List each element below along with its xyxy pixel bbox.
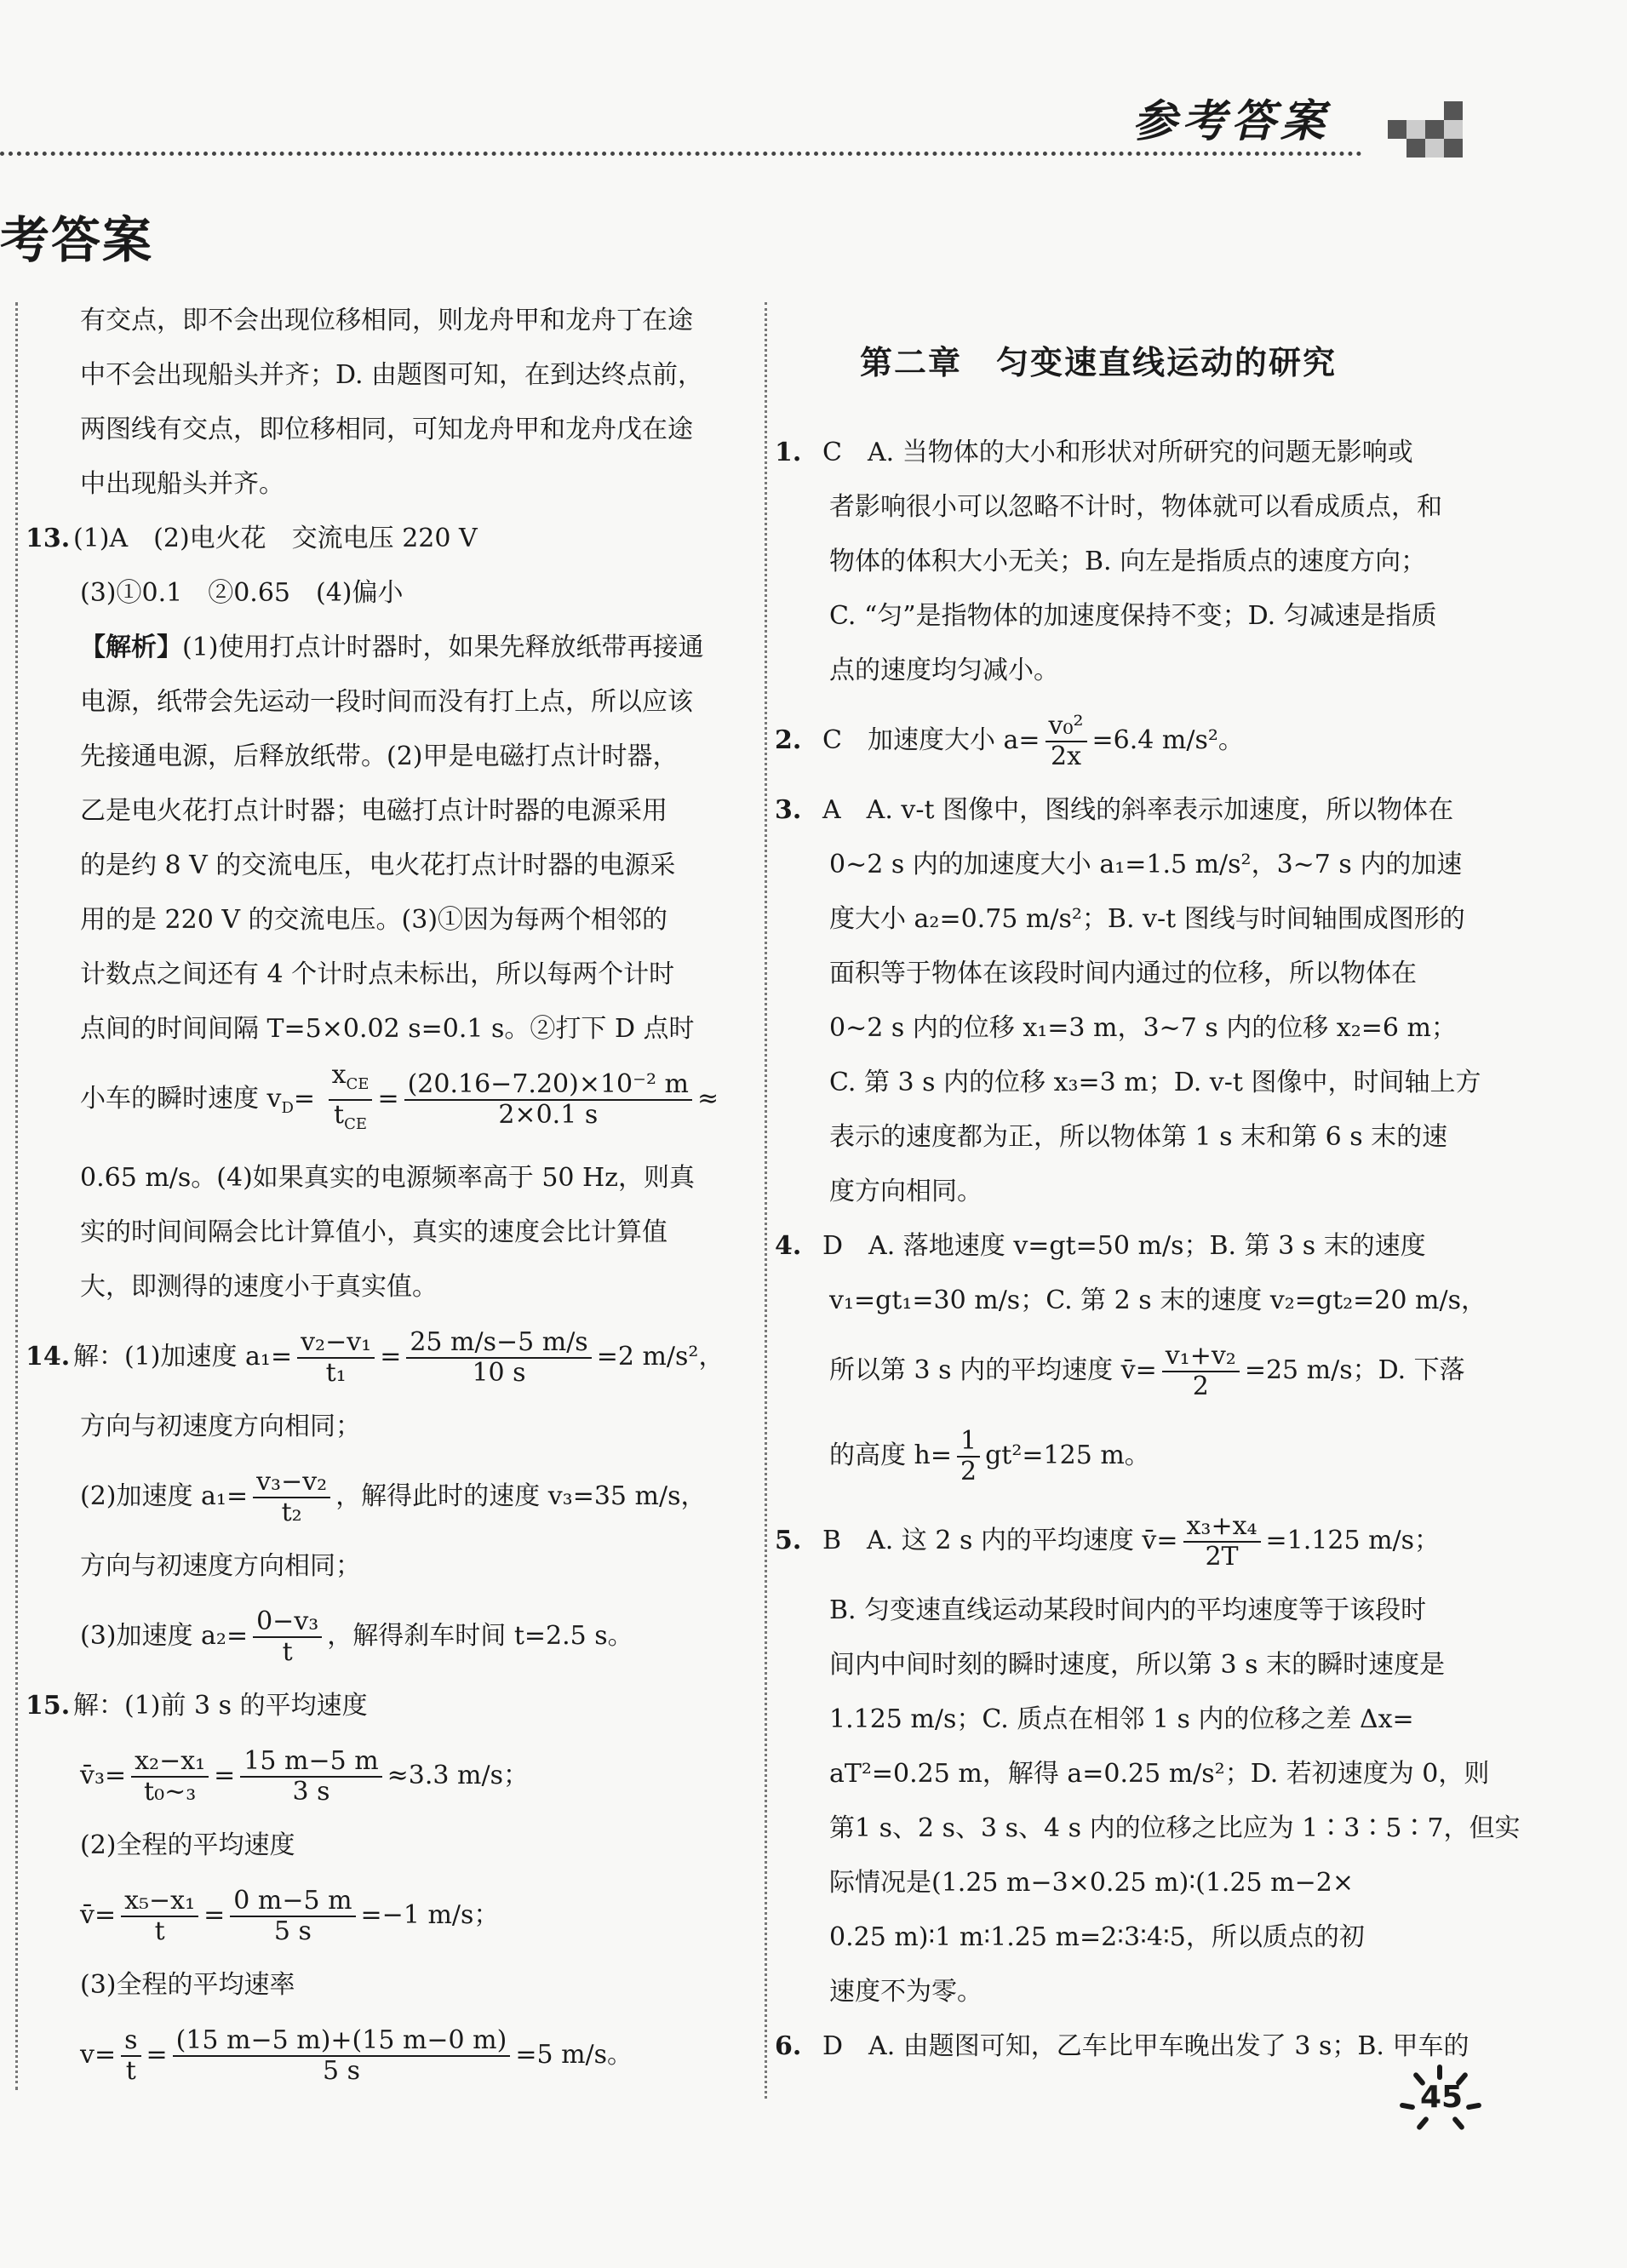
fraction: $\frac{\text{0−v₃}}{t}$: [253, 1607, 322, 1667]
text-line: 0~2 s 内的位移 x₁=3 m，3~7 s 内的位移 x₂=6 m；: [829, 1013, 1457, 1043]
fraction: $\frac{\text{x₂−x₁}}{\text{t₀\textasciitilde{}₃}}$: [131, 1747, 209, 1807]
q4-answer: 4. D A. 落地速度 v=gt=50 m/s；B. 第 3 s 末的速度: [775, 1219, 1481, 1274]
q13-analysis: 【解析】(1)使用打点计时器时，如果先释放纸带再接通: [80, 633, 704, 662]
text-line: 中出现船头并齐。: [80, 469, 284, 499]
question-number: 4.: [775, 1231, 802, 1261]
question-number: 14.: [26, 1342, 71, 1372]
text-line: 方向与初速度方向相同；: [80, 1412, 361, 1441]
text-line: 度大小 a₂=0.75 m/s²；B. v-t 图线与时间轴围成图形的: [829, 904, 1465, 934]
text-line: 用的是 220 V 的交流电压。(3)①因为每两个相邻的: [80, 905, 668, 935]
text-line: 表示的速度都为正，所以物体第 1 s 末和第 6 s 末的速: [829, 1122, 1448, 1152]
text-line: 0~2 s 内的加速度大小 a₁=1.5 m/s²，3~7 s 内的加速: [829, 850, 1463, 879]
formula-line: v= $\frac{s}{t}$ = $\frac{(15 m-5 m)+(15 m-0 m)}{5 s}$ =5 m/s。: [80, 2025, 633, 2086]
q1-answer: 1. C A. 当物体的大小和形状对所研究的问题无影响或: [775, 426, 1481, 480]
q5-answer: 5. B A. 这 2 s 内的平均速度 v̄= $\frac{\text{x₃+x₄}}{2T}$ =1.125 m/s；: [775, 1498, 1481, 1584]
text-line: 1.125 m/s；C. 质点在相邻 1 s 内的位移之差 Δx=: [829, 1704, 1414, 1734]
fraction: $\frac{\text{(20.16−7.20)×10⁻² m}}{2\times 0.1 s}$: [404, 1070, 692, 1130]
text-line: 间内中间时刻的瞬时速度，所以第 3 s 末的瞬时速度是: [829, 1650, 1446, 1680]
fraction: $\frac{s}{t}$: [121, 2026, 140, 2086]
text-line: 者影响很小可以忽略不计时，物体就可以看成质点，和: [829, 492, 1442, 522]
right-column: [775, 426, 1521, 2074]
text-line: (3)①0.1 ②0.65 (4)偏小: [80, 578, 404, 608]
fraction: $\frac{1}{2}$: [957, 1427, 980, 1486]
fraction: $\frac{\text{v₀²}}{2x}$: [1046, 712, 1087, 771]
text-line: 速度不为零。: [829, 1977, 983, 2007]
text-line: (2)全程的平均速度: [80, 1830, 295, 1860]
formula-line: 的高度 h= $\frac{1}{2}$ gt²=125 m。: [829, 1426, 1150, 1486]
q15-answer: 15. 解：(1)前 3 s 的平均速度: [26, 1679, 741, 1733]
page-number-badge: [1405, 2065, 1481, 2133]
fraction: $\frac{(15 m-5 m)+(15 m-0 m)}{5 s}$: [173, 2026, 511, 2086]
text-line: 先接通电源，后释放纸带。(2)甲是电磁打点计时器，: [80, 742, 679, 771]
formula-line: v̄₃= $\frac{\text{x₂−x₁}}{\text{t₀\textasciitilde{}₃}}$ = $\frac{15 m-5 m}{3 s}$ ≈3.3 m/s；: [80, 1746, 530, 1807]
header-dotted-rule: [0, 152, 1362, 156]
text-line: 方向与初速度方向相同；: [80, 1551, 361, 1581]
text-line: 点的速度均匀减小。: [829, 656, 1059, 685]
section-title: 考答案: [0, 211, 154, 269]
formula-line: v̄= $\frac{\text{x₅−x₁}}{t}$ = $\frac{0 m-5 m}{5 s}$ =−1 m/s；: [80, 1886, 500, 1946]
question-number: 1.: [775, 438, 802, 467]
text-line: 面积等于物体在该段时间内通过的位移，所以物体在: [829, 959, 1417, 988]
question-number: 2.: [775, 725, 802, 755]
text-line: 乙是电火花打点计时器；电磁打点计时器的电源采用: [80, 796, 667, 826]
fraction: $\frac{\text{v₁+v₂}}{2}$: [1162, 1342, 1240, 1401]
fraction: $\frac{\text{v₂−v₁}}{\text{t₁}}$: [297, 1328, 375, 1388]
page-number: 45: [1420, 2080, 1464, 2115]
q14-answer: 14. 解：(1)加速度 a₁= $\frac{\text{v₂−v₁}}{\text{t₁}}$ = $\frac{25 m/s-5 m/s}{10 s}$ =2 m/s²，: [26, 1314, 741, 1400]
fraction: $\frac{x_{CE}}{t_{CE}}$: [329, 1061, 373, 1139]
text-line: 际情况是(1.25 m−3×0.25 m)∶(1.25 m−2×: [829, 1868, 1354, 1898]
question-number: 13.: [26, 524, 71, 553]
left-column: [26, 294, 741, 2098]
text-line: 实的时间间隔会比计算值小，真实的速度会比计算值: [80, 1217, 667, 1247]
q6-answer: 6. D A. 由题图可知，乙车比甲车晚出发了 3 s；B. 甲车的: [775, 2019, 1481, 2074]
text-line: B. 匀变速直线运动某段时间内的平均速度等于该段时: [829, 1595, 1427, 1625]
text-line: 电源，纸带会先运动一段时间而没有打上点，所以应该: [80, 687, 693, 717]
formula-line: (2)加速度 a₁= $\frac{\text{v₃−v₂}}{\text{t₂}}$ ，解得此时的速度 v₃=35 m/s，: [80, 1467, 707, 1527]
text-line: 两图线有交点，即位移相同，可知龙舟甲和龙舟戊在途: [80, 415, 693, 444]
question-number: 5.: [775, 1526, 802, 1555]
q13-answer: 13. (1)A (2)电火花 交流电压 220 V: [26, 512, 741, 566]
question-number: 3.: [775, 795, 802, 825]
fraction: $\frac{0 m-5 m}{5 s}$: [230, 1887, 355, 1946]
fraction: $\frac{25 m/s-5 m/s}{10 s}$: [406, 1328, 591, 1388]
text-line: 大，即测得的速度小于真实值。: [80, 1272, 438, 1302]
question-number: 6.: [775, 2031, 802, 2061]
analysis-tag: 【解析】: [80, 633, 182, 662]
text-line: C. 第 3 s 内的位移 x₃=3 m；D. v-t 图像中，时间轴上方: [829, 1068, 1481, 1097]
text-line: 的是约 8 V 的交流电压，电火花打点计时器的电源采: [80, 850, 676, 880]
text-line: C. “匀”是指物体的加速度保持不变；D. 匀减速是指质: [829, 601, 1437, 631]
q3-answer: 3. A A. v-t 图像中，图线的斜率表示加速度，所以物体在: [775, 783, 1481, 838]
text-line: 点间的时间间隔 T=5×0.02 s=0.1 s。②打下 D 点时: [80, 1014, 695, 1044]
header-checker-decoration: [1388, 98, 1481, 158]
text-line: 计数点之间还有 4 个计时点未标出，所以每两个计时: [80, 959, 675, 989]
text-line: 物体的体积大小无关；B. 向左是指质点的速度方向；: [829, 547, 1427, 576]
text-line: (3)全程的平均速率: [80, 1970, 295, 2000]
fraction: $\frac{15 m-5 m}{3 s}$: [240, 1747, 381, 1807]
column-divider: [765, 302, 767, 2099]
text-line: 有交点，即不会出现位移相同，则龙舟甲和龙舟丁在途: [80, 306, 693, 335]
formula-line: (3)加速度 a₂= $\frac{\text{0−v₃}}{t}$ ，解得刹车时间 t=2.5 s。: [80, 1606, 633, 1667]
fraction: $\frac{\text{v₃−v₂}}{\text{t₂}}$: [253, 1468, 330, 1527]
question-number: 15.: [26, 1691, 71, 1721]
text-line: v₁=gt₁=30 m/s；C. 第 2 s 末的速度 v₂=gt₂=20 m/s，: [829, 1286, 1487, 1315]
left-margin-rule: [15, 302, 18, 2090]
q2-answer: 2. C 加速度大小 a= $\frac{\text{v₀²}}{2x}$ =6.4 m/s²。: [775, 698, 1481, 783]
header-title: 参考答案: [1132, 95, 1331, 147]
text-line: aT²=0.25 m，解得 a=0.25 m/s²；D. 若初速度为 0，则: [829, 1759, 1490, 1789]
fraction: $\frac{\text{x₃+x₄}}{2T}$: [1183, 1512, 1261, 1572]
chapter-title: 第二章 匀变速直线运动的研究: [860, 344, 1338, 381]
fraction: $\frac{\text{x₅−x₁}}{t}$: [121, 1887, 198, 1946]
formula-line: 小车的瞬时速度 $v_D=$ $\frac{x_{CE}}{t_{CE}}$ = $\frac{\text{(20.16−7.20)×10⁻² m}}{2\times 0.1 s}$ ≈: [26, 1057, 741, 1151]
formula-line: 所以第 3 s 内的平均速度 v̄= $\frac{\text{v₁+v₂}}{2}$ =25 m/s；D. 下落: [829, 1341, 1465, 1401]
text-line: 第1 s、2 s、3 s、4 s 内的位移之比应为 1∶3∶5∶7，但实: [829, 1813, 1521, 1843]
text-line: 0.25 m)∶1 m∶1.25 m=2∶3∶4∶5，所以质点的初: [829, 1922, 1365, 1952]
text-line: 度方向相同。: [829, 1177, 983, 1206]
text-line: 0.65 m/s。(4)如果真实的电源频率高于 50 Hz，则真: [80, 1163, 695, 1193]
text-line: 中不会出现船头并齐；D. 由题图可知，在到达终点前，: [80, 360, 704, 390]
